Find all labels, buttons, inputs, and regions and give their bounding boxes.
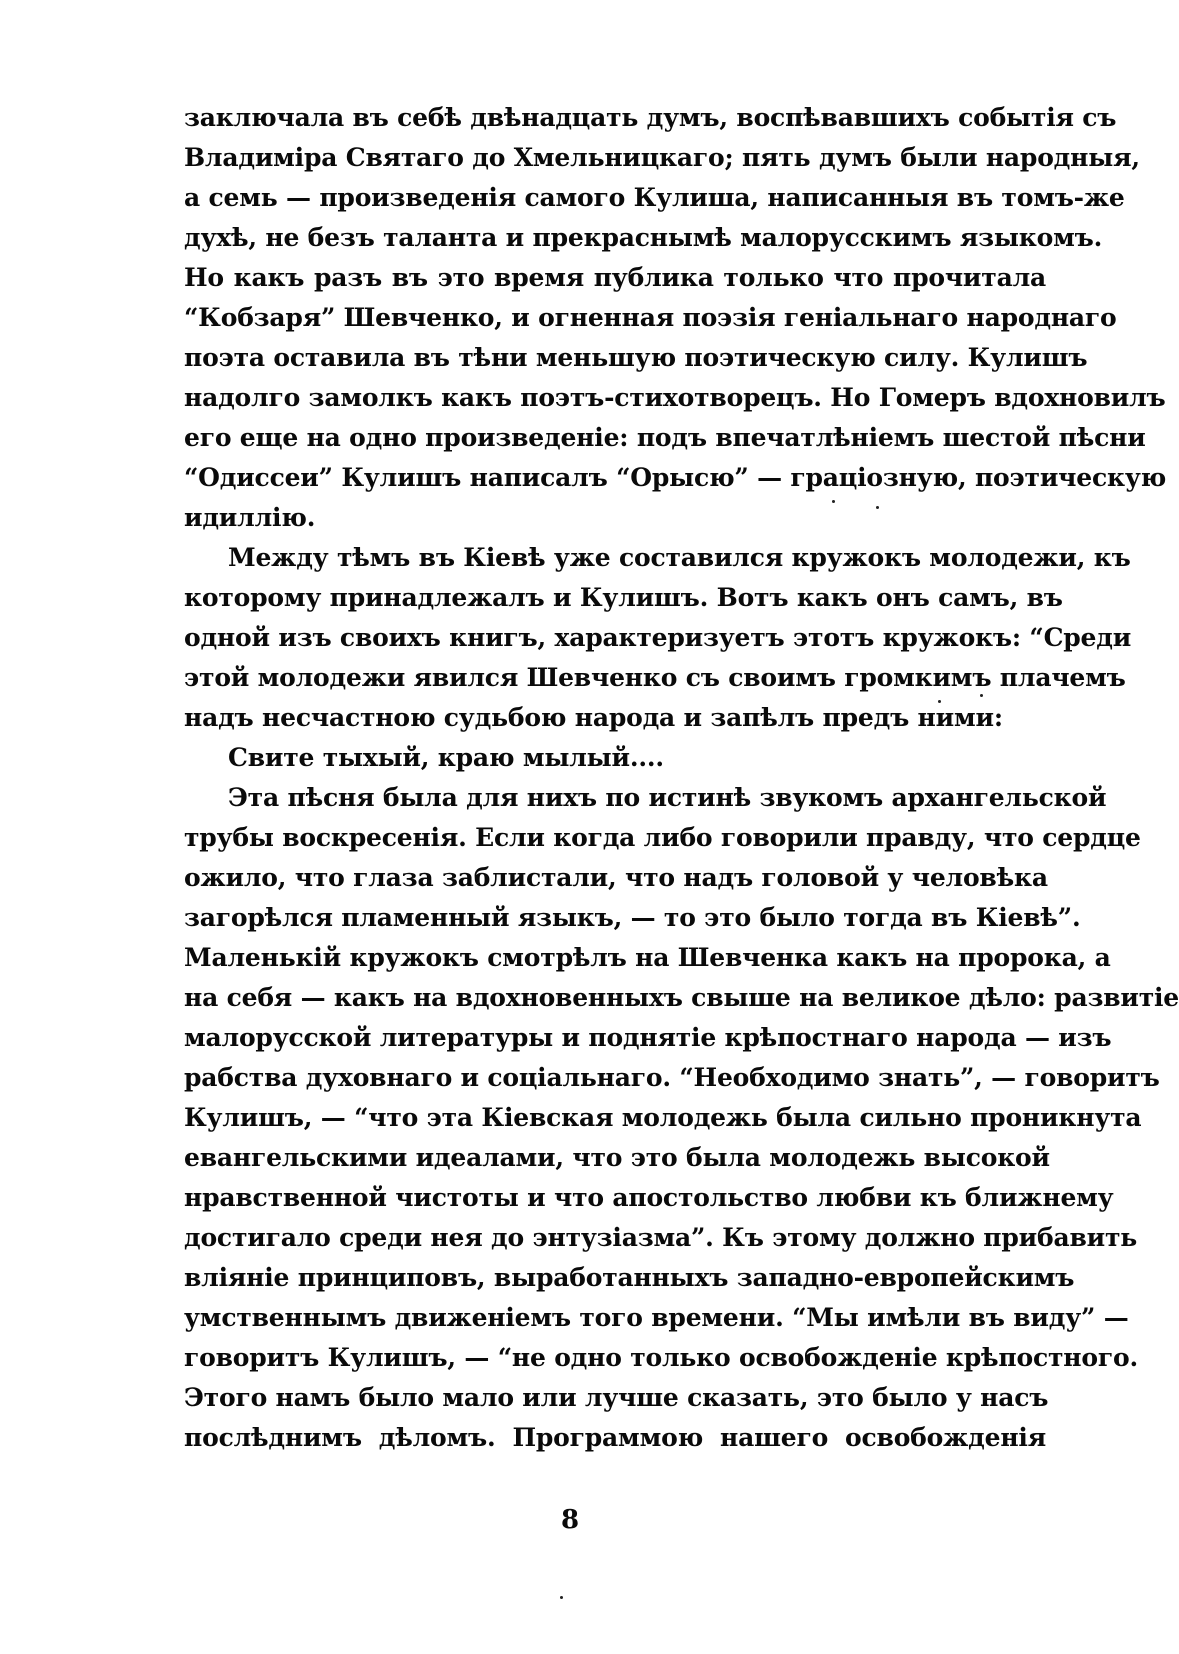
page-number: 8	[560, 1505, 580, 1535]
text-line: Владиміра Святаго до Хмельницкаго; пять думъ были народныя,	[184, 143, 1140, 172]
scan-speck	[980, 694, 983, 697]
scan-speck	[938, 700, 941, 703]
text-line: ожило, что глаза заблистали, что надъ головой у человѣка	[184, 863, 1048, 892]
text-line: послѣднимъ дѣломъ. Программою нашего освобожденія	[184, 1423, 1046, 1452]
text-line: Между тѣмъ въ Кіевѣ уже составился кружокъ молодежи, къ	[228, 543, 1131, 572]
text-line: духѣ, не безъ таланта и прекраснымѣ малорусскимъ языкомъ.	[184, 223, 1103, 252]
text-line: “Кобзаря” Шевченко, и огненная поэзія геніальнаго народнаго	[184, 303, 1117, 332]
text-line: которому принадлежалъ и Кулишъ. Вотъ какъ онъ самъ, въ	[184, 583, 1063, 612]
text-line: нравственной чистоты и что апостольство любви къ ближнему	[184, 1183, 1114, 1212]
text-line: идиллію.	[184, 503, 316, 532]
text-line: умственнымъ движеніемъ того времени. “Мы имѣли въ виду” —	[184, 1303, 1129, 1332]
text-line: евангельскими идеалами, что это была молодежь высокой	[184, 1143, 1050, 1172]
text-line: достигало среди нея до энтузіазма”. Къ этому должно прибавить	[184, 1223, 1138, 1252]
text-line: Маленькій кружокъ смотрѣлъ на Шевченка какъ на пророка, а	[184, 943, 1111, 972]
text-line: загорѣлся пламенный языкъ, — то это было тогда въ Кіевѣ”.	[184, 903, 1081, 932]
text-line: трубы воскресенія. Если когда либо говорили правду, что сердце	[184, 823, 1141, 852]
text-line: малорусской литературы и поднятіе крѣпостнаго народа — изъ	[184, 1023, 1112, 1052]
verse-line: Свите тыхый, краю мылый....	[228, 743, 664, 772]
text-line: а семь — произведенія самого Кулиша, написанныя въ томъ-же	[184, 183, 1125, 212]
scan-speck	[832, 500, 835, 503]
text-line: говоритъ Кулишъ, — “не одно только освобожденіе крѣпостного.	[184, 1343, 1138, 1372]
text-line: этой молодежи явился Шевченко съ своимъ громкимъ плачемъ	[184, 663, 1126, 692]
text-line: одной изъ своихъ книгъ, характеризуетъ этотъ кружокъ: “Среди	[184, 623, 1132, 652]
scan-speck	[876, 506, 879, 509]
text-line: “Одиссеи” Кулишъ написалъ “Орысю” — граціозную, поэтическую	[184, 463, 1167, 492]
text-line: поэта оставила въ тѣни меньшую поэтическую силу. Кулишъ	[184, 343, 1088, 372]
body-text	[184, 98, 1179, 1458]
text-line: Этого намъ было мало или лучше сказать, это было у насъ	[184, 1383, 1049, 1412]
text-line: заключала въ себѣ двѣнадцать думъ, воспѣвавшихъ событія съ	[184, 103, 1117, 132]
text-line: Эта пѣсня была для нихъ по истинѣ звукомъ архангельской	[228, 783, 1107, 812]
text-line: Но какъ разъ въ это время публика только что прочитала	[184, 263, 1046, 292]
text-line: рабства духовнаго и соціальнаго. “Необходимо знать”, — говоритъ	[184, 1063, 1160, 1092]
text-line: вліяніе принциповъ, выработанныхъ западно-европейскимъ	[184, 1263, 1075, 1292]
text-line: надъ несчастною судьбою народа и запѣлъ предъ ними:	[184, 703, 1003, 732]
text-line: его еще на одно произведеніе: подъ впечатлѣніемъ шестой пѣсни	[184, 423, 1146, 452]
scan-speck	[560, 1596, 563, 1599]
text-line: на себя — какъ на вдохновенныхъ свыше на великое дѣло: развитіе	[184, 983, 1179, 1012]
text-line: надолго замолкъ какъ поэтъ-стихотворецъ. Но Гомеръ вдохновилъ	[184, 383, 1166, 412]
text-line: Кулишъ, — “что эта Кіевская молодежь была сильно проникнута	[184, 1103, 1142, 1132]
